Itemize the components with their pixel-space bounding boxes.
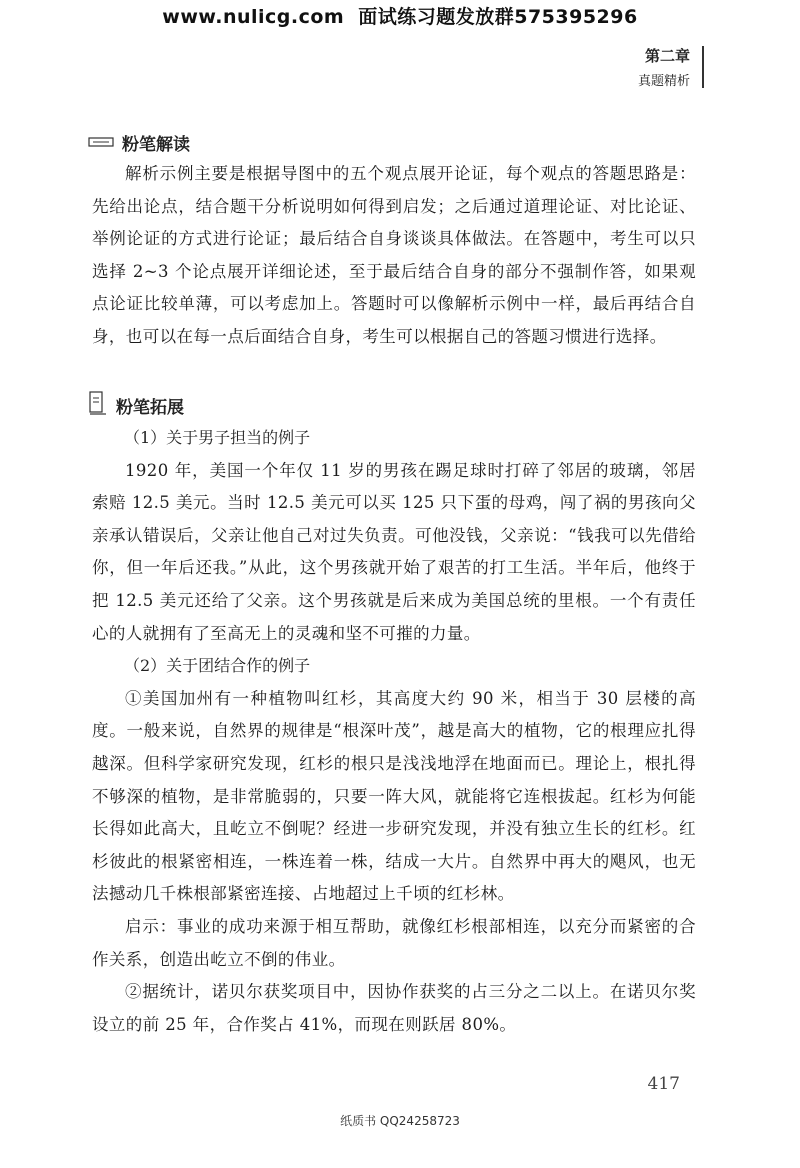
page-number: 417 (647, 1074, 680, 1094)
header-site-url[interactable]: www.nulicg.com (162, 6, 345, 28)
header-group-text: 面试练习题发放群575395296 (358, 6, 638, 28)
chapter-subtitle: 真题精析 (637, 74, 690, 89)
example-heading-2: （2）关于团结合作的例子 (124, 656, 311, 676)
interpretation-body (92, 158, 696, 354)
example-paragraph-1: 1920 年，美国一个年仅 11 岁的男孩在踢足球时打碎了邻居的玻璃，邻居索赔 12.5 美元。当时 12.5 美元可以买 125 只下蛋的母鸡，闯了祸的男孩向父亲承认错误后，父亲让他自己对过失负责。可他没钱，父亲说：“钱我可以先借给你，但一年后还我。”从此，这个男孩就开始了艰苦的打工生活。半年后，他终于把 12.5 美元还给了父亲。这个男孩就是后来成为美国总统的里根。一个有责任心的人就拥有了至高无上的灵魂和坚不可摧的力量。 (92, 460, 696, 643)
example-paragraph-2: ①美国加州有一种植物叫红杉，其高度大约 90 米，相当于 30 层楼的高度。一般来说，自然界的规律是“根深叶茂”，越是高大的植物，它的根理应扎得越深。但科学家研究发现，红杉的根只是浅浅地浮在地面而已。理论上，根扎得不够深的植物，是非常脆弱的，只要一阵大风，就能将它连根拔起。红杉为何能长得如此高大，且屹立不倒呢？经进一步研究发现，并没有独立生长的红杉。红杉彼此的根紧密相连，一株连着一株，结成一大片。自然界中再大的飓风，也无法撼动几千株根部紧密连接、占地超过上千顷的红杉林。 (92, 688, 696, 904)
section-heading-text: 粉笔拓展 (116, 398, 184, 418)
header-watermark (0, 2, 800, 29)
section-heading-extension (88, 390, 184, 421)
section-heading-text: 粉笔解读 (122, 135, 190, 155)
chalk-box-icon (88, 133, 114, 153)
chapter-title: 第二章 (644, 47, 690, 65)
example-paragraph-3: 启示：事业的成功来源于相互帮助，就像红杉根部相连，以充分而紧密的合作关系，创造出屹立不倒的伟业。 (92, 916, 696, 969)
note-icon (88, 390, 108, 421)
chapter-divider (702, 46, 704, 88)
interpretation-paragraph: 解析示例主要是根据导图中的五个观点展开论证，每个观点的答题思路是：先给出论点，结合题干分析说明如何得到启发；之后通过道理论证、对比论证、举例论证的方式进行论证；最后结合自身谈谈具体做法。在答题中，考生可以只选择 2~3 个论点展开详细论述，至于最后结合自身的部分不强制作答，如果观点论证比较单薄，可以考虑加上。答题时可以像解析示例中一样，最后再结合自身，也可以在每一点后面结合自身，考生可以根据自己的答题习惯进行选择。 (92, 164, 696, 346)
footer-text: 纸质书 QQ24258723 (340, 1114, 460, 1128)
example-paragraph-4: ②据统计，诺贝尔获奖项目中，因协作获奖的占三分之二以上。在诺贝尔奖设立的前 25 年，合作奖占 41%，而现在则跃居 80%。 (92, 982, 696, 1034)
example-heading-1: （1）关于男子担当的例子 (124, 428, 311, 447)
extension-body (92, 422, 696, 1041)
chapter-label (638, 46, 690, 92)
section-heading-interpretation (88, 130, 190, 155)
